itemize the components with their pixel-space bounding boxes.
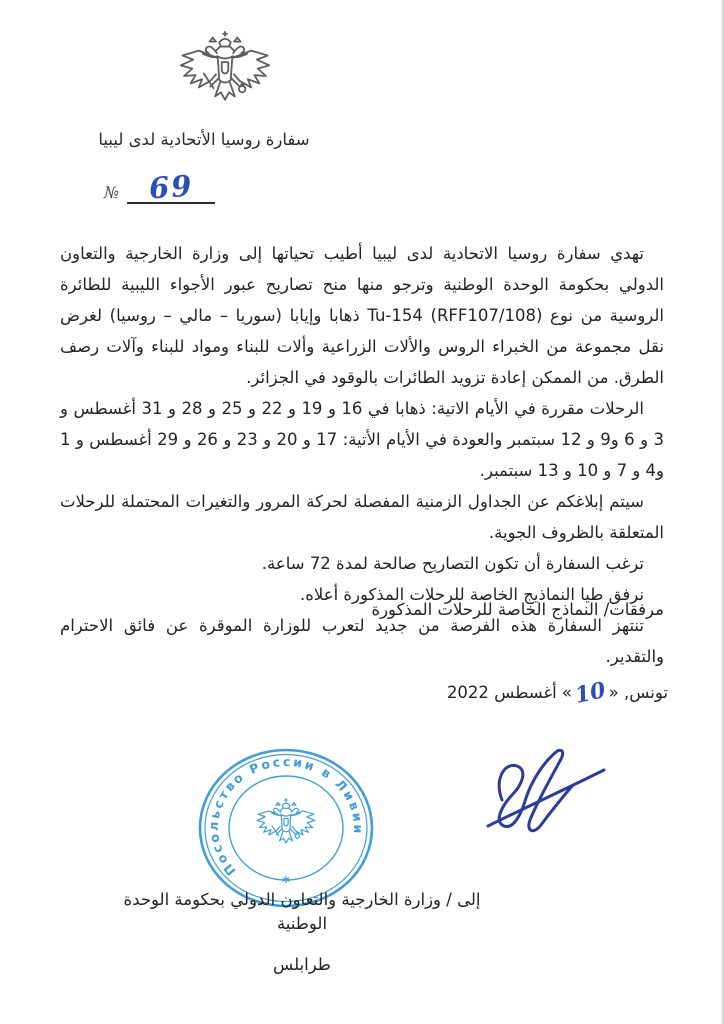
body-paragraph-2: الرحلات مقررة في الأيام الاتية: ذهابا في 16 و 19 و 22 و 25 و 28 و 31 أغسطس و 3 و 6 و9 و 12 سبتمبر والعودة في الأيام الأتية: 17 و 20 و 23 و 26 و 29 أغسطس و 1 و4 و 7 و 10 و 13 سبتمبر. — [60, 399, 664, 480]
reference-number-handwritten: 69 — [147, 168, 195, 206]
body-paragraph-4: ترغب السفارة أن تكون التصاريح صالحة لمدة 72 ساعة. — [261, 554, 644, 573]
reference-number-underline — [127, 168, 215, 204]
addressee-ministry: إلى / وزارة الخارجية والتعاون الدولي بحكومة الوحدة الوطنية — [123, 890, 481, 933]
embassy-name: سفارة روسيا الأتحادية لدى ليبيا — [98, 130, 310, 149]
body-paragraph-6: تنتهز السفارة هذه الفرصة من جديد لتعرب للوزارة الموقرة عن فائق الاحترام والتقدير. — [60, 616, 664, 666]
dateline — [446, 677, 668, 709]
stamp-star-separator: * — [282, 873, 290, 891]
body-paragraph-1: تهدي سفارة روسيا الاتحادية لدى ليبيا أطيب تحياتها إلى وزارة الخارجية والتعاون الدولي بحكومة الوحدة الوطنية وترجو منها منح تصاريح عبور الأجواء الليبية للطائرة الروسية من نوع Tu-154 (RFF107/108) ذهابا وإيابا (سوريا – مالي – روسيا) لغرض نقل مجموعة من الخبراء الروس والألات الزراعية وألات للبناء ومواد للبناء وآلات رصف الطرق. من الممكن إعادة تزويد الطائرات بالوقود في الجزائر. — [60, 244, 665, 387]
addressee-city: طرابلس — [273, 955, 331, 974]
body-paragraph-5: نرفق طيا النماذيج الخاصة للرحلات المذكورة أعلاه. — [300, 585, 644, 604]
russia-coat-of-arms-icon — [162, 31, 288, 121]
stamp-ring-text: Посольство России в Ливии — [205, 753, 367, 879]
dateline-month-year: » أغسطس 2022 — [446, 683, 573, 702]
reference-number-row — [104, 168, 215, 204]
attachments-note: مرفقات/ النماذج الخاصة للرحلات المذكورة — [371, 600, 664, 619]
handwritten-signature — [472, 740, 614, 852]
stamp-eagle-icon — [257, 799, 315, 843]
numero-sign: № — [104, 183, 120, 202]
addressee-block — [100, 888, 504, 977]
dateline-day-handwritten: 10 — [572, 677, 609, 709]
dateline-city: تونس, « — [608, 683, 668, 702]
body-paragraph-3: سيتم إبلاغكم عن الجداول الزمنية المفصلة لحركة المرور والتغيرات المحتملة للرحلات المتعلقة بالظروف الجوية. — [60, 492, 664, 542]
